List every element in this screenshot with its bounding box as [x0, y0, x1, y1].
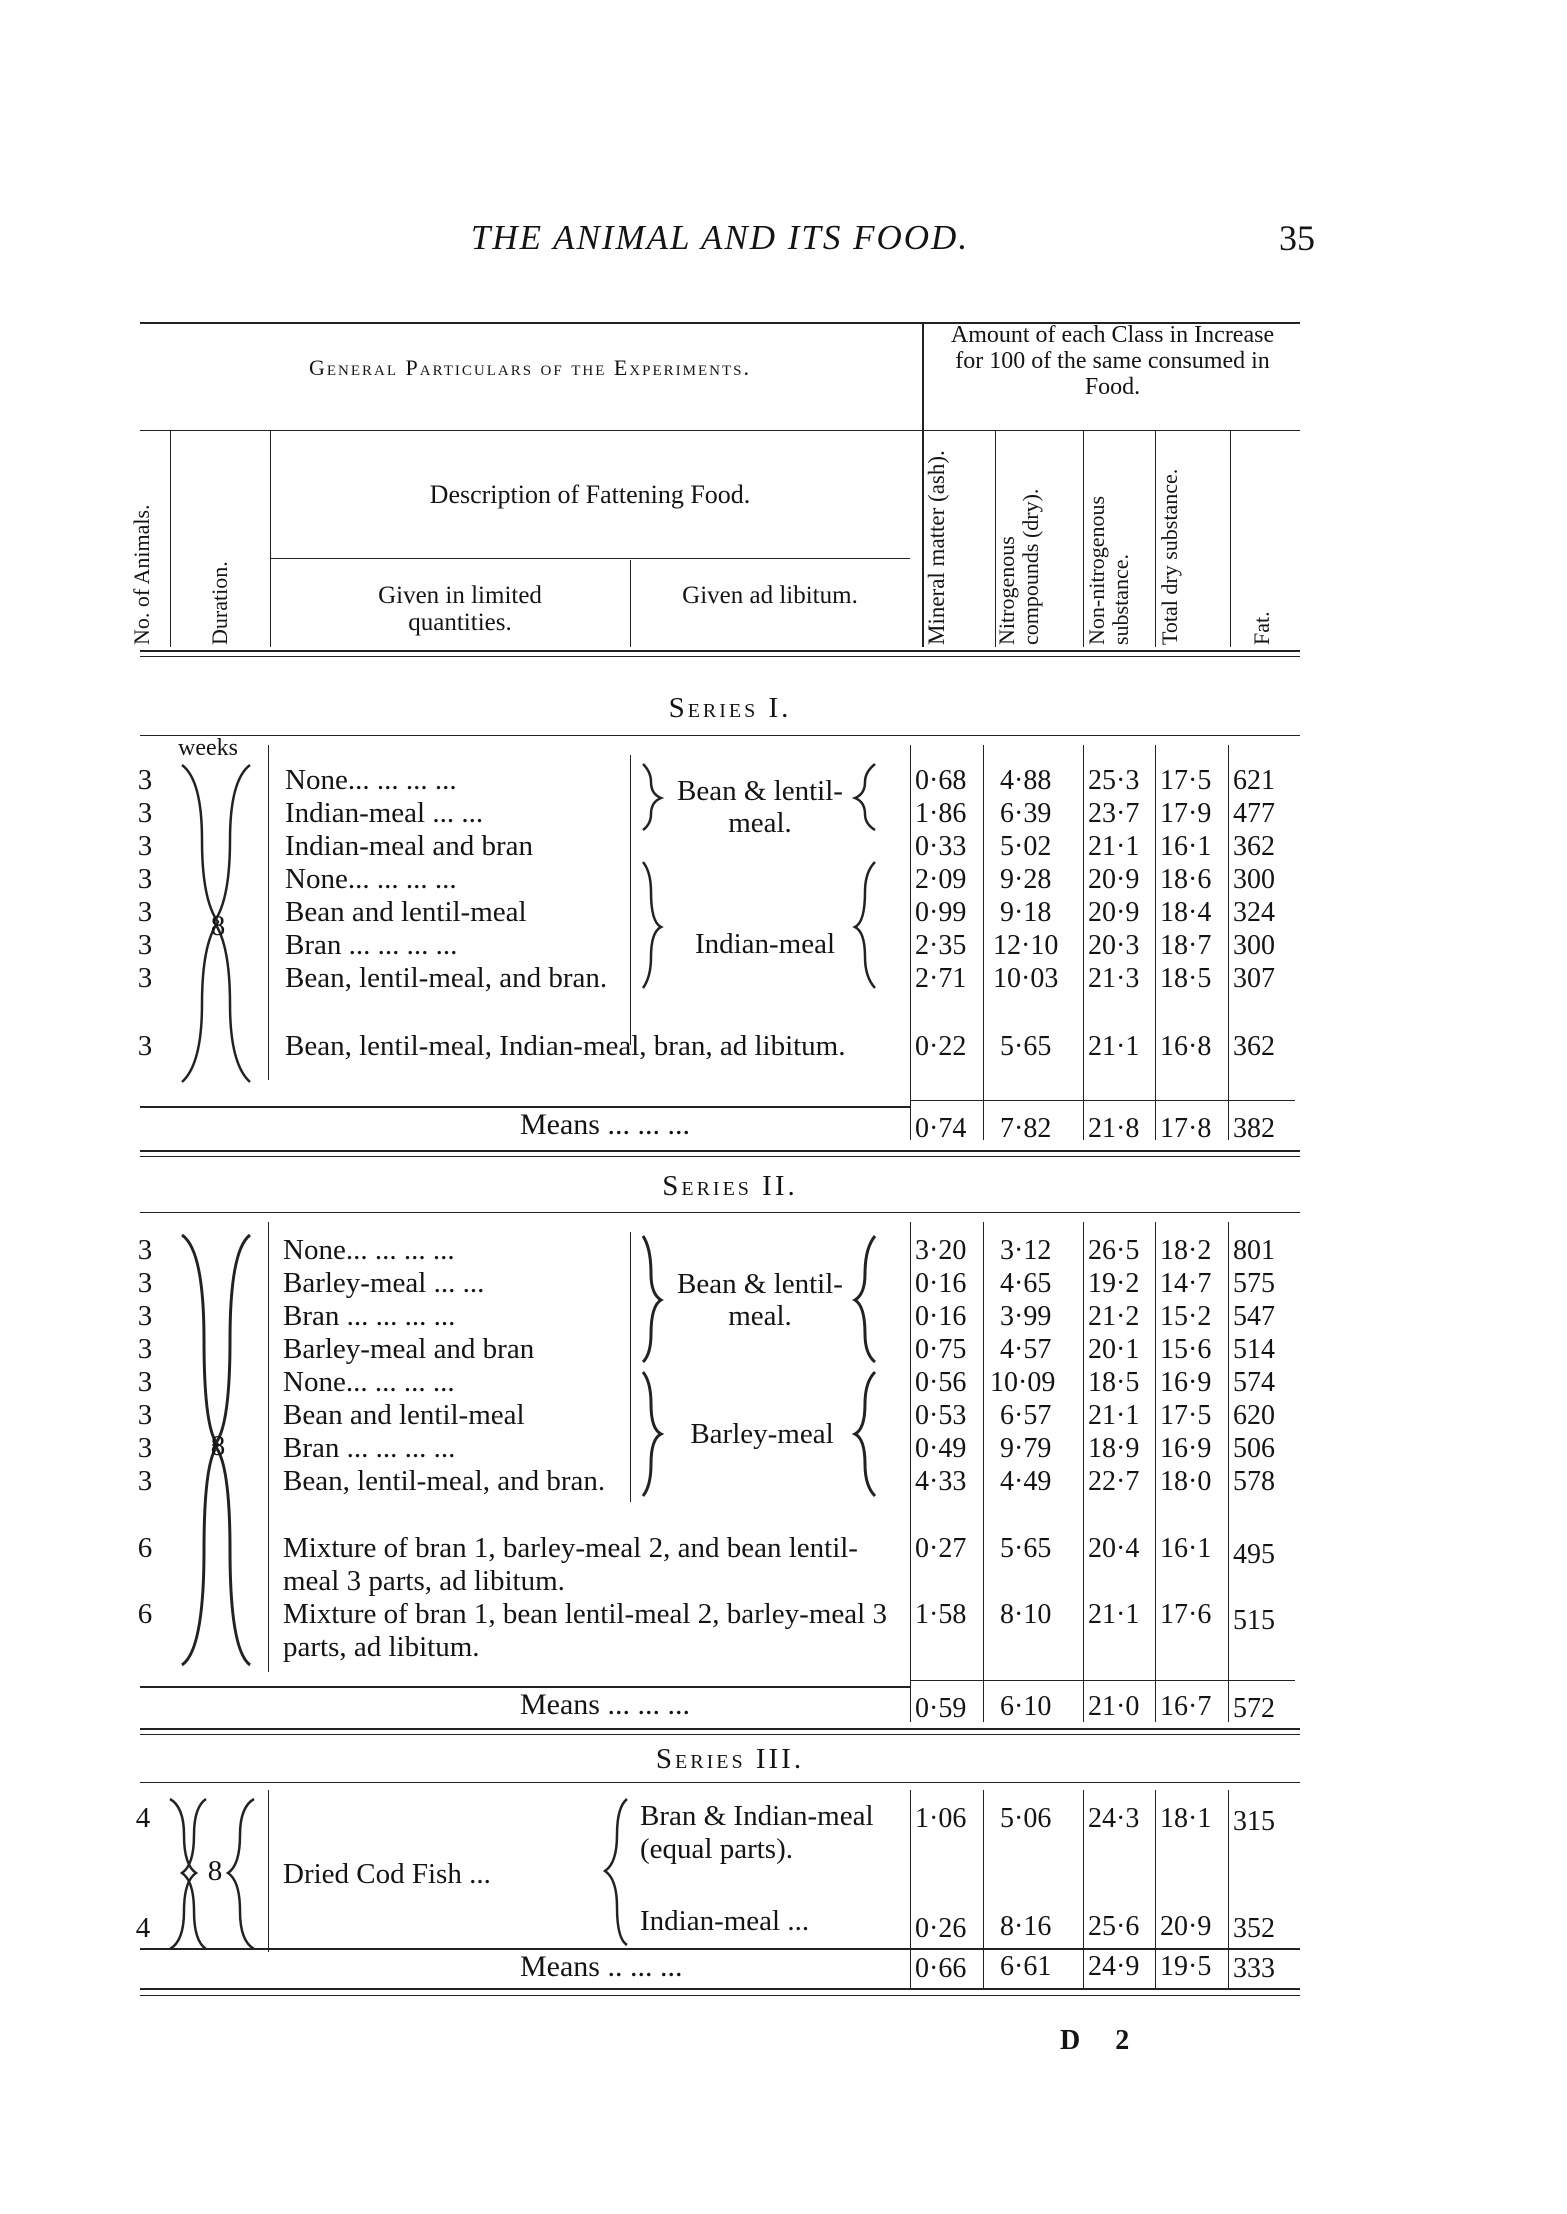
- series-title: Series II.: [662, 1170, 798, 1202]
- value-nonnitrogenous: 21·1: [1088, 1599, 1140, 1630]
- value-totaldry: 18·7: [1160, 930, 1212, 961]
- value-fat: 324: [1233, 897, 1275, 928]
- means-fat: 382: [1233, 1113, 1275, 1144]
- value-fat: 578: [1233, 1466, 1275, 1497]
- given-adlib: Bean & lentil-meal.: [677, 775, 843, 839]
- header-nonnitrogenous: Non-nitrogenous substance.: [1084, 495, 1133, 645]
- value-nonnitrogenous: 25·3: [1088, 765, 1140, 796]
- value-nonnitrogenous: 26·5: [1088, 1235, 1140, 1266]
- value-nonnitrogenous: 20·1: [1088, 1334, 1140, 1365]
- value-mineral: 0·68: [915, 765, 967, 796]
- value-fat: 477: [1233, 798, 1275, 829]
- value-fat: 620: [1233, 1400, 1275, 1431]
- header-general: General Particulars of the Experiments.: [308, 355, 751, 380]
- means-totaldry: 16·7: [1160, 1691, 1212, 1722]
- value-nonnitrogenous: 22·7: [1088, 1466, 1140, 1497]
- value-totaldry: 17·5: [1160, 1400, 1212, 1431]
- animal-count: 4: [135, 1802, 151, 1834]
- limited-food: Indian-meal ... ...: [285, 797, 484, 829]
- limited-food: Mixture of bran 1, bean lentil-meal 2, barley-meal 3 parts, ad libitum.: [283, 1598, 887, 1663]
- value-nonnitrogenous: 18·5: [1088, 1367, 1140, 1398]
- means-nitrogenous: 6·10: [1000, 1691, 1052, 1722]
- limited-food: None... ... ... ...: [285, 863, 457, 895]
- means-totaldry: 17·8: [1160, 1113, 1212, 1144]
- value-nonnitrogenous: 20·4: [1088, 1533, 1140, 1564]
- limited-food: None... ... ... ...: [283, 1366, 455, 1398]
- given-adlib: Indian-meal: [694, 928, 836, 960]
- value-nitrogenous: 9·18: [1000, 897, 1052, 928]
- value-mineral: 2·35: [915, 930, 967, 961]
- value-nitrogenous: 6·57: [1000, 1400, 1052, 1431]
- value-totaldry: 18·6: [1160, 864, 1212, 895]
- value-totaldry: 16·1: [1160, 1533, 1212, 1564]
- value-nonnitrogenous: 21·1: [1088, 831, 1140, 862]
- value-totaldry: 20·9: [1160, 1911, 1212, 1942]
- value-fat: 352: [1233, 1913, 1275, 1944]
- value-fat: 362: [1233, 1031, 1275, 1062]
- value-mineral: 4·33: [915, 1466, 967, 1497]
- limited-food: Bean, lentil-meal, and bran.: [285, 962, 608, 994]
- given-adlib: Indian-meal ...: [640, 1905, 810, 1937]
- value-nitrogenous: 12·10: [993, 930, 1059, 961]
- value-nonnitrogenous: 24·3: [1088, 1803, 1140, 1834]
- running-title: THE ANIMAL AND ITS FOOD.: [470, 218, 970, 257]
- value-nitrogenous: 4·65: [1000, 1268, 1052, 1299]
- value-nitrogenous: 4·49: [1000, 1466, 1052, 1497]
- header-nitrogenous: Nitrogenous compounds (dry).: [994, 488, 1043, 645]
- value-nonnitrogenous: 23·7: [1088, 798, 1140, 829]
- value-nonnitrogenous: 25·6: [1088, 1911, 1140, 1942]
- duration-value: 8: [210, 1430, 226, 1462]
- value-fat: 315: [1233, 1806, 1275, 1837]
- limited-food: Bran ... ... ... ...: [283, 1300, 456, 1332]
- value-nitrogenous: 5·06: [1000, 1803, 1052, 1834]
- animal-count: 4: [135, 1912, 151, 1944]
- value-nitrogenous: 9·28: [1000, 864, 1052, 895]
- value-fat: 362: [1233, 831, 1275, 862]
- duration-unit: weeks: [178, 735, 238, 761]
- animal-count: 3: [137, 962, 153, 994]
- animal-count: 3: [137, 863, 153, 895]
- animal-count: 6: [137, 1598, 153, 1630]
- means-fat: 572: [1233, 1693, 1275, 1724]
- value-nonnitrogenous: 21·1: [1088, 1031, 1140, 1062]
- value-totaldry: 18·0: [1160, 1466, 1212, 1497]
- means-label: Means .. ... ...: [520, 1950, 683, 1983]
- value-mineral: 1·86: [915, 798, 967, 829]
- header-given-adlib: Given ad libitum.: [682, 582, 858, 609]
- means-nonnitrogenous: 24·9: [1088, 1951, 1140, 1982]
- means-nonnitrogenous: 21·8: [1088, 1113, 1140, 1144]
- value-mineral: 1·58: [915, 1599, 967, 1630]
- limited-food: Barley-meal ... ...: [283, 1267, 485, 1299]
- animal-count: 3: [137, 1465, 153, 1497]
- means-nitrogenous: 6·61: [1000, 1951, 1052, 1982]
- value-fat: 307: [1233, 963, 1275, 994]
- header-fat: Fat.: [1249, 611, 1274, 645]
- limited-food: Bran ... ... ... ...: [283, 1432, 456, 1464]
- animal-count: 3: [137, 929, 153, 961]
- animal-count: 6: [137, 1532, 153, 1564]
- value-totaldry: 16·9: [1160, 1433, 1212, 1464]
- value-fat: 300: [1233, 930, 1275, 961]
- given-adlib: Barley-meal: [690, 1418, 834, 1450]
- means-label: Means ... ... ...: [520, 1108, 690, 1141]
- value-mineral: 0·27: [915, 1533, 967, 1564]
- value-nitrogenous: 5·65: [1000, 1533, 1052, 1564]
- value-fat: 621: [1233, 765, 1275, 796]
- limited-food: Indian-meal and bran: [285, 830, 534, 862]
- value-fat: 506: [1233, 1433, 1275, 1464]
- value-nitrogenous: 4·88: [1000, 765, 1052, 796]
- value-totaldry: 18·4: [1160, 897, 1212, 928]
- value-totaldry: 15·2: [1160, 1301, 1212, 1332]
- value-nonnitrogenous: 18·9: [1088, 1433, 1140, 1464]
- value-fat: 547: [1233, 1301, 1275, 1332]
- value-fat: 495: [1233, 1539, 1275, 1570]
- given-adlib: Bran & Indian-meal (equal parts).: [640, 1800, 874, 1865]
- animal-count: 3: [137, 1366, 153, 1398]
- value-nitrogenous: 6·39: [1000, 798, 1052, 829]
- means-totaldry: 19·5: [1160, 1951, 1212, 1982]
- value-totaldry: 18·2: [1160, 1235, 1212, 1266]
- animal-count: 3: [137, 830, 153, 862]
- limited-food: None... ... ... ...: [283, 1234, 455, 1266]
- value-nitrogenous: 9·79: [1000, 1433, 1052, 1464]
- value-fat: 300: [1233, 864, 1275, 895]
- limited-food: Dried Cod Fish ...: [283, 1858, 491, 1890]
- limited-food: Bran ... ... ... ...: [285, 929, 458, 961]
- animal-count: 3: [137, 1234, 153, 1266]
- value-nitrogenous: 10·03: [993, 963, 1059, 994]
- limited-food: Bean and lentil-meal: [285, 896, 527, 928]
- value-mineral: 0·16: [915, 1301, 967, 1332]
- series-title: Series III.: [655, 1743, 805, 1775]
- animal-count: 3: [137, 1300, 153, 1332]
- value-totaldry: 17·9: [1160, 798, 1212, 829]
- value-mineral: 2·71: [915, 963, 967, 994]
- means-nitrogenous: 7·82: [1000, 1113, 1052, 1144]
- value-mineral: 0·26: [915, 1913, 967, 1944]
- value-totaldry: 14·7: [1160, 1268, 1212, 1299]
- value-nitrogenous: 5·02: [1000, 831, 1052, 862]
- means-nonnitrogenous: 21·0: [1088, 1691, 1140, 1722]
- signature-mark: D 2: [1060, 2025, 1144, 2056]
- header-mineral: Mineral matter (ash).: [924, 450, 949, 645]
- animal-count: 3: [137, 1030, 153, 1062]
- value-totaldry: 17·6: [1160, 1599, 1212, 1630]
- value-nonnitrogenous: 20·9: [1088, 897, 1140, 928]
- value-totaldry: 16·8: [1160, 1031, 1212, 1062]
- value-mineral: 0·75: [915, 1334, 967, 1365]
- given-adlib: Bean & lentil-meal.: [677, 1268, 843, 1332]
- series-title: Series I.: [668, 692, 792, 724]
- animal-count: 3: [137, 1432, 153, 1464]
- header-duration: Duration.: [207, 561, 232, 645]
- value-totaldry: 17·5: [1160, 765, 1212, 796]
- value-nitrogenous: 8·10: [1000, 1599, 1052, 1630]
- animal-count: 3: [137, 896, 153, 928]
- page-number: 35: [1279, 218, 1315, 258]
- value-nitrogenous: 8·16: [1000, 1911, 1052, 1942]
- header-no-animals: No. of Animals.: [129, 504, 154, 645]
- limited-food: None... ... ... ...: [285, 764, 457, 796]
- limited-food: Bean and lentil-meal: [283, 1399, 525, 1431]
- header-totaldry: Total dry substance.: [1157, 468, 1182, 645]
- header-amount: Amount of each Class in Increase for 100 of the same consumed in Food.: [950, 322, 1275, 400]
- value-nonnitrogenous: 21·1: [1088, 1400, 1140, 1431]
- limited-food: Bean, lentil-meal, and bran.: [283, 1465, 606, 1497]
- value-nitrogenous: 10·09: [990, 1367, 1056, 1398]
- value-nonnitrogenous: 20·3: [1088, 930, 1140, 961]
- value-nitrogenous: 3·12: [1000, 1235, 1052, 1266]
- value-mineral: 2·09: [915, 864, 967, 895]
- value-fat: 574: [1233, 1367, 1275, 1398]
- limited-food: Bean, lentil-meal, Indian-meal, bran, ad libitum.: [285, 1030, 846, 1062]
- means-mineral: 0·59: [915, 1693, 967, 1724]
- value-nonnitrogenous: 21·2: [1088, 1301, 1140, 1332]
- value-mineral: 0·22: [915, 1031, 967, 1062]
- animal-count: 3: [137, 1267, 153, 1299]
- value-totaldry: 15·6: [1160, 1334, 1212, 1365]
- animal-count: 3: [137, 1333, 153, 1365]
- value-totaldry: 18·5: [1160, 963, 1212, 994]
- value-nitrogenous: 4·57: [1000, 1334, 1052, 1365]
- value-fat: 575: [1233, 1268, 1275, 1299]
- animal-count: 3: [137, 1399, 153, 1431]
- value-fat: 801: [1233, 1235, 1275, 1266]
- value-mineral: 0·56: [915, 1367, 967, 1398]
- means-mineral: 0·74: [915, 1113, 967, 1144]
- value-fat: 515: [1233, 1605, 1275, 1636]
- given-brace: [595, 1795, 635, 1950]
- value-mineral: 0·53: [915, 1400, 967, 1431]
- limited-food: Barley-meal and bran: [283, 1333, 535, 1365]
- value-nitrogenous: 3·99: [1000, 1301, 1052, 1332]
- limited-food: Mixture of bran 1, barley-meal 2, and bean lentil-meal 3 parts, ad libitum.: [283, 1532, 858, 1597]
- value-nitrogenous: 5·65: [1000, 1031, 1052, 1062]
- value-mineral: 3·20: [915, 1235, 967, 1266]
- duration-value: 8: [210, 910, 226, 942]
- value-mineral: 0·49: [915, 1433, 967, 1464]
- value-nonnitrogenous: 20·9: [1088, 864, 1140, 895]
- value-mineral: 0·99: [915, 897, 967, 928]
- animal-count: 3: [137, 764, 153, 796]
- header-given-limited: Given in limited quantities.: [378, 582, 542, 636]
- value-nonnitrogenous: 19·2: [1088, 1268, 1140, 1299]
- value-totaldry: 16·9: [1160, 1367, 1212, 1398]
- value-totaldry: 16·1: [1160, 831, 1212, 862]
- header-description: Description of Fattening Food.: [429, 480, 751, 509]
- means-mineral: 0·66: [915, 1953, 967, 1984]
- value-mineral: 0·33: [915, 831, 967, 862]
- value-mineral: 0·16: [915, 1268, 967, 1299]
- means-fat: 333: [1233, 1953, 1275, 1984]
- value-fat: 514: [1233, 1334, 1275, 1365]
- value-totaldry: 18·1: [1160, 1803, 1212, 1834]
- animal-count: 3: [137, 797, 153, 829]
- duration-value: 8: [207, 1855, 223, 1887]
- means-label: Means ... ... ...: [520, 1688, 690, 1721]
- value-nonnitrogenous: 21·3: [1088, 963, 1140, 994]
- value-mineral: 1·06: [915, 1803, 967, 1834]
